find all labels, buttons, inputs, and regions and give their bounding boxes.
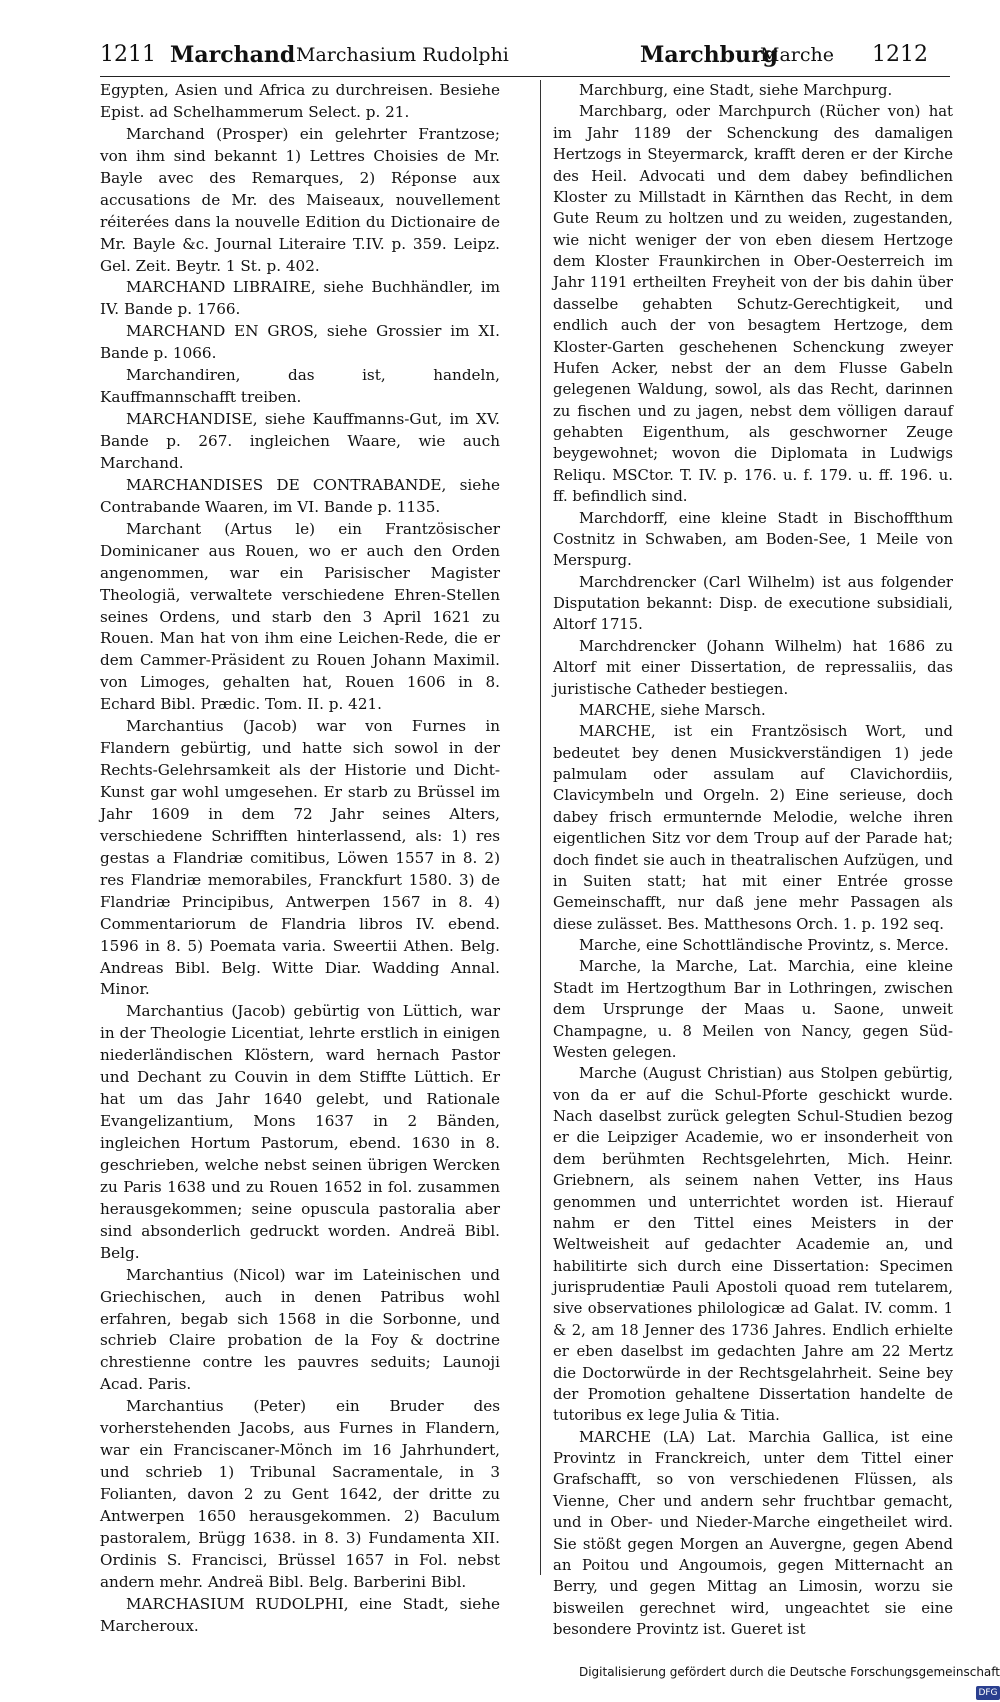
entry-paragraph: Egypten, Asien und Africa zu durchreisen. Besiehe Epist. ad Schelhammerum Select. p. 21. — [100, 81, 500, 121]
entry-paragraph: Marchantius (Nicol) war im Lateinischen und Griechischen, auch in denen Patribus wohl erfahren, begab sich 1568 in die Sorbonne, und schrieb Claire probation de la Foy & doctrine chrestienne contre les pauvres seduits; Launoji Acad. Paris. — [100, 1265, 500, 1394]
entry-paragraph: Marchdrencker (Carl Wilhelm) ist aus folgender Disputation bekannt: Disp. de executione subsidiali, Altorf 1715. — [553, 573, 953, 634]
right-column — [553, 80, 953, 1640]
entry-paragraph: Marchantius (Peter) ein Bruder des vorherstehenden Jacobs, aus Furnes in Flandern, war ein Franciscaner-Mönch im 16 Jahrhundert, und schrieb 1) Tribunal Sacramentale, in 3 Folianten, davon 2 zu Gent 1642, der dritte zu Antwerpen 1650 herausgekommen. 2) Baculum pastoralem, Brügg 1638. in 8. 3) Fundamenta XII. Ordinis S. Francisci, Brüssel 1657 in Fol. nebst andern mehr. Andreä Bibl. Belg. Barberini Bibl. — [100, 1397, 500, 1591]
entry-paragraph: Marchant (Artus le) ein Frantzösischer Dominicaner aus Rouen, wo er auch den Orden angenommen, war ein Parisischer Magister Theologiä, verwaltete verschiedene Ehren-Stellen seines Ordens, und starb den 3 April 1621 zu Rouen. Man hat von ihm eine Leichen-Rede, die er dem Cammer-Präsident zu Rouen Johann Maximil. von Limoges, gehalten hat, Rouen 1606 in 8. Echard Bibl. Prædic. Tom. II. p. 421. — [100, 519, 500, 714]
left-header-range: Marchasium Rudolphi — [296, 44, 509, 66]
column-rule — [540, 80, 541, 1575]
entry-paragraph: MARCHANDISE, siehe Kauffmanns-Gut, im XV. Bande p. 267. ingleichen Waare, wie auch Marchand. — [100, 410, 500, 472]
header-divider — [100, 76, 950, 77]
entry-paragraph: Marche, eine Schottländische Provintz, s. Merce. — [579, 937, 949, 954]
left-page-number: 1211 — [100, 42, 156, 67]
entry-paragraph: MARCHASIUM RUDOLPHI, eine Stadt, siehe Marcheroux. — [100, 1594, 500, 1635]
dfg-logo-icon: DFG — [976, 1686, 1000, 1700]
credit-text: Digitalisierung gefördert durch die Deutsche Forschungsgemeinschaft — [578, 1665, 1000, 1679]
entry-paragraph: MARCHE, siehe Marsch. — [579, 701, 766, 719]
entry-paragraph: Marchdrencker (Johann Wilhelm) hat 1686 zu Altorf mit einer Dissertation, de repressaliis, das juristische Catheder bestiegen. — [553, 637, 953, 698]
entry-paragraph: Marchburg, eine Stadt, siehe Marchpurg. — [579, 82, 893, 99]
left-column — [100, 80, 500, 1638]
entry-paragraph: Marchandiren, das ist, handeln, Kauffmannschafft treiben. — [100, 366, 500, 407]
entry-paragraph: MARCHE (LA) Lat. Marchia Gallica, ist eine Provintz in Franckreich, unter dem Tittel einer Grafschafft, so von verschiedenen Flüssen, als Vienne, Cher und andern sehr fruchtbar gemacht, und in Ober- und Nieder-Marche eingetheilet wird. Sie stößt gegen Morgen an Auvergne, gegen Abend an Poitou und Angoumois, gegen Mitternacht an Berry, und gegen Mittag an Limosin, worzu sie bisweilen gerechnet wird, ungeachtet sie eine besondere Provintz ist. Gueret ist — [553, 1428, 953, 1638]
digitization-credit — [560, 1662, 1000, 1698]
entry-paragraph: Marchand (Prosper) ein gelehrter Frantzose; von ihm sind bekannt 1) Lettres Choisies de Mr. Bayle avec des Remarques, 2) Réponse aux accusations de Mr. des Maiseaux, nouvellement réiterées dans la nouvelle Edition du Dictionaire de Mr. Bayle &c. Journal Literaire T.IV. p. 359. Leipz. Gel. Zeit. Beytr. 1 St. p. 402. — [100, 124, 500, 275]
right-header-range: Marche — [760, 44, 834, 66]
entry-paragraph: MARCHE, ist ein Frantzösisch Wort, und bedeutet bey denen Musickverständigen 1) jede palmulam oder assulam auf Clavichordiis, Clavicymbeln und Orgeln. 2) Eine serieuse, doch dabey frisch ermunternde Melodie, welche ihren eigentlichen Sitz vor dem Troup auf der Parade hat; doch findet sie auch in theatralischen Aufzügen, und in Suiten statt; hat mit einer Entrée grosse Gemeinschafft, nur daß jene mehr Passagen als diese zulässet. Bes. Matthesons Orch. 1. p. 192 seq. — [553, 723, 953, 933]
entry-paragraph: MARCHAND LIBRAIRE, siehe Buchhändler, im IV. Bande p. 1766. — [100, 278, 500, 319]
right-header-keyword: Marchburg — [640, 42, 778, 68]
entry-paragraph: Marche, la Marche, Lat. Marchia, eine kleine Stadt im Hertzogthum Bar in Lothringen, zwischen dem Ursprunge der Maas u. Saone, unweit Champagne, u. 8 Meilen von Nancy, gegen Süd-Westen gelegen. — [553, 958, 953, 1061]
right-page-number: 1212 — [872, 42, 928, 67]
entry-paragraph: Marchantius (Jacob) gebürtig von Lüttich, war in der Theologie Licentiat, lehrte erstlich in einigen niederländischen Klöstern, ward hernach Pastor und Dechant zu Couvin in dem Stiffte Lüttich. Er hat um das Jahr 1640 gelebt, und Rationale Evangelizantium, Mons 1637 in 2 Bänden, ingleichen Hortum Pastorum, ebend. 1630 in 8. geschrieben, welche nebst seinen übrigen Wercken zu Paris 1638 und zu Rouen 1652 in fol. zusammen herausgekommen; seine opuscula pastoralia aber sind absonderlich gedruckt worden. Andreä Bibl. Belg. — [100, 1002, 500, 1262]
entry-paragraph: Marchdorff, eine kleine Stadt in Bischoffthum Costnitz in Schwaben, am Boden-See, 1 Meile von Merspurg. — [553, 509, 953, 570]
left-header-keyword: Marchand — [170, 42, 296, 68]
entry-paragraph: Marchantius (Jacob) war von Furnes in Flandern gebürtig, und hatte sich sowol in der Rechts-Gelehrsamkeit als der Historie und Dicht-Kunst gar wohl umgesehen. Er starb zu Brüssel im Jahr 1609 in dem 72 Jahr seines Alters, verschiedene Schrifften hinterlassend, als: 1) res gestas a Flandriæ comitibus, Löwen 1557 in 8. 2) res Flandriæ memorabiles, Franckfurt 1580. 3) de Flandriæ Principibus, Antwerpen 1567 in 8. 4) Commentariorum de Flandria libros IV. ebend. 1596 in 8. 5) Poemata varia. Sweertii Athen. Belg. Andreas Bibl. Belg. Witte Diar. Wadding Annal. Minor. — [100, 717, 500, 999]
entry-paragraph: Marchbarg, oder Marchpurch (Rücher von) hat im Jahr 1189 der Schenckung des damaligen Hertzogs in Steyermarck, krafft deren er der Kirche des Heil. Advocati und dem dabey befindlichen Kloster zu Millstadt in Kärnthen das Recht, in dem Gute Reum zu holtzen und zu weiden, zugestanden, wie nicht weniger der von eben diesem Hertzoge dem Kloster Fraunkirchen in Ober-Oesterreich im Jahr 1191 ertheilten Freyheit von der bis dahin über dasselbe gehabten Schutz-Gerechtigkeit, und endlich auch der von besagtem Hertzoge, dem Kloster-Garten geschehenen Schenckung zweyer Hufen Acker, nebst der an dem Flusse Gabeln gelegenen Waldung, sowol, als das Recht, darinnen zu fischen und zu jagen, nebst dem völligen darauf gehabten Eigenthum, als geschworner Zeuge beygewohnet; wovon die Diplomata in Ludwigs Reliqu. MSCtor. T. IV. p. 176. u. f. 179. u. ff. 196. u. ff. befindlich sind. — [553, 103, 953, 506]
entry-paragraph: MARCHAND EN GROS, siehe Grossier im XI. Bande p. 1066. — [100, 322, 500, 363]
entry-paragraph: Marche (August Christian) aus Stolpen gebürtig, von da er auf die Schul-Pforte geschickt wurde. Nach daselbst zurück gelegten Schul-Studien bezog er die Leipziger Academie, wo er insonderheit von dem berühmten Rechtsgelehrten, Mich. Heinr. Griebnern, als seinem nahen Vetter, ins Haus genommen und unterrichtet worden ist. Hierauf nahm er den Tittel eines Meisters in der Weltweisheit auf gedachter Academie an, und habilitirte sich durch eine Dissertation: Specimen jurisprudentiæ Pauli Apostoli quoad rem tutelarem, sive observationes philologicæ ad Galat. IV. comm. 1 & 2, am 18 Jenner des 1736 Jahres. Endlich erhielte er eben daselbst im gedachten Jahre am 22 Mertz die Doctorwürde in der Rechtsgelahrheit. Seine bey der Promotion gehaltene Dissertation handelte de tutoribus ex lege Julia & Titia. — [553, 1065, 953, 1425]
entry-paragraph: MARCHANDISES DE CONTRABANDE, siehe Contrabande Waaren, im VI. Bande p. 1135. — [100, 475, 500, 516]
page-header — [100, 40, 950, 74]
